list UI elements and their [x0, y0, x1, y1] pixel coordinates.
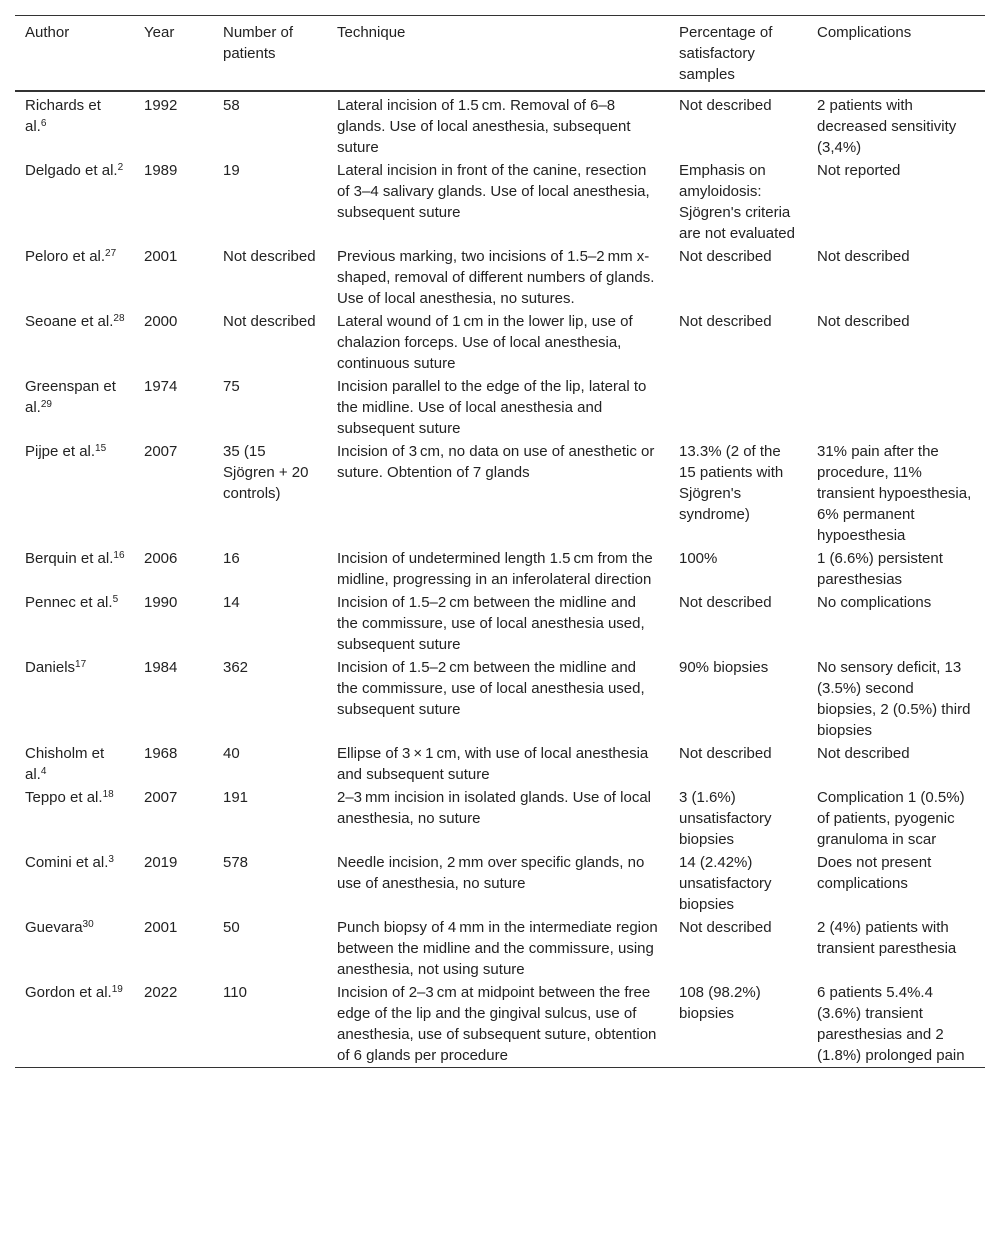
cell-complications: 6 patients 5.4%.4 (3.6%) transient paresthesias and 2 (1.8%) prolonged pain — [817, 984, 965, 1064]
biopsy-techniques-table — [15, 15, 985, 1068]
author-name: Berquin et al. — [25, 550, 114, 567]
cell-year: 2001 — [144, 919, 178, 936]
header-complications: Complications — [817, 24, 912, 41]
cell-technique: Lateral wound of 1 cm in the lower lip, use of chalazion forceps. Use of local anesthesia, continuous suture — [337, 313, 633, 372]
cell-patients: 16 — [223, 550, 240, 567]
cell-year: 2022 — [144, 984, 178, 1001]
reference-number: 3 — [108, 854, 114, 865]
author-name: Seoane et al. — [25, 313, 114, 330]
reference-number: 2 — [117, 162, 124, 173]
table-header — [15, 16, 985, 92]
cell-patients: 110 — [223, 984, 247, 1001]
author-name: Chisholm et al. — [25, 745, 105, 783]
cell-complications: 2 (4%) patients with transient paresthesia — [817, 919, 957, 957]
reference-number: 30 — [82, 919, 94, 930]
cell-patients: 191 — [223, 789, 249, 806]
cell-percentage: Not described — [679, 745, 772, 762]
cell-patients: 58 — [223, 97, 240, 114]
cell-author — [15, 656, 134, 742]
table-row — [15, 310, 985, 375]
cell-technique: Lateral incision in front of the canine, resection of 3–4 salivary glands. Use of local anesthesia, subsequent suture — [337, 162, 650, 221]
cell-author — [15, 742, 134, 786]
cell-patients: Not described — [223, 313, 316, 330]
cell-technique: Incision of 3 cm, no data on use of anesthetic or suture. Obtention of 7 glands — [337, 443, 655, 481]
cell-year: 2007 — [144, 443, 178, 460]
cell-percentage: 90% biopsies — [679, 659, 769, 676]
cell-technique: Incision of 2–3 cm at midpoint between the free edge of the lip and the gingival sulcus, use of anesthesia, use of subsequent suture, obtention of 6 glands per procedure — [337, 984, 657, 1064]
cell-year: 2019 — [144, 854, 178, 871]
cell-technique: Incision of 1.5–2 cm between the midline and the commissure, use of local anesthesia used, subsequent suture — [337, 659, 645, 718]
cell-complications: Not described — [817, 313, 910, 330]
cell-complications — [807, 375, 985, 440]
table-body — [15, 91, 985, 1068]
cell-percentage: 108 (98.2%) biopsies — [679, 984, 761, 1022]
author-name: Teppo et al. — [25, 789, 103, 806]
cell-year: 2001 — [144, 248, 178, 265]
header-row — [15, 16, 985, 92]
reference-number: 4 — [40, 766, 47, 777]
cell-year: 1974 — [144, 378, 178, 395]
cell-percentage: 13.3% (2 of the 15 patients with Sjögren's syndrome) — [679, 443, 784, 523]
author-name: Comini et al. — [25, 854, 109, 871]
header-technique: Technique — [337, 24, 406, 41]
cell-author — [15, 786, 134, 851]
cell-percentage: Not described — [679, 97, 772, 114]
author-name: Pijpe et al. — [25, 443, 96, 460]
table-row — [15, 656, 985, 742]
cell-technique: Punch biopsy of 4 mm in the intermediate region between the midline and the commissure, using anesthesia, not using suture — [337, 919, 658, 978]
cell-patients: Not described — [223, 248, 316, 265]
header-year: Year — [144, 24, 175, 41]
cell-percentage: Not described — [679, 248, 772, 265]
cell-author — [15, 310, 134, 375]
cell-author — [15, 547, 134, 591]
cell-author — [15, 851, 134, 916]
cell-technique: Needle incision, 2 mm over specific glands, no use of anesthesia, no suture — [337, 854, 645, 892]
table-row — [15, 981, 985, 1068]
table-row — [15, 547, 985, 591]
table-row — [15, 91, 985, 159]
cell-patients: 35 (15 Sjögren + 20 controls) — [223, 443, 309, 502]
cell-complications: Not reported — [817, 162, 901, 179]
reference-number: 19 — [111, 984, 123, 995]
cell-percentage: 100% — [679, 550, 718, 567]
cell-year: 2000 — [144, 313, 178, 330]
cell-year: 1968 — [144, 745, 178, 762]
author-name: Daniels — [25, 659, 76, 676]
cell-technique: Incision of undetermined length 1.5 cm from the midline, progressing in an inferolateral direction — [337, 550, 653, 588]
cell-technique: Previous marking, two incisions of 1.5–2 mm x-shaped, removal of different numbers of glands. Use of local anesthesia, no sutures. — [337, 248, 655, 307]
cell-percentage: Not described — [679, 919, 772, 936]
cell-patients: 578 — [223, 854, 249, 871]
cell-patients: 40 — [223, 745, 240, 762]
reference-number: 15 — [95, 443, 107, 454]
author-name: Guevara — [25, 919, 83, 936]
cell-complications: 2 patients with decreased sensitivity (3,4%) — [817, 97, 957, 156]
cell-technique: Ellipse of 3 × 1 cm, with use of local anesthesia and subsequent suture — [337, 745, 649, 783]
reference-number: 6 — [40, 118, 47, 129]
cell-year: 1984 — [144, 659, 178, 676]
cell-patients: 14 — [223, 594, 240, 611]
reference-number: 18 — [102, 789, 114, 800]
cell-complications: Complication 1 (0.5%) of patients, pyogenic granuloma in scar — [817, 789, 965, 848]
cell-author — [15, 981, 134, 1068]
table-row — [15, 591, 985, 656]
author-name: Delgado et al. — [25, 162, 118, 179]
cell-percentage: Emphasis on amyloidosis: Sjögren's criteria are not evaluated — [679, 162, 795, 242]
cell-technique: Lateral incision of 1.5 cm. Removal of 6–8 glands. Use of local anesthesia, subsequent suture — [337, 97, 631, 156]
cell-complications: Not described — [817, 248, 910, 265]
cell-year: 2006 — [144, 550, 178, 567]
table-row — [15, 742, 985, 786]
cell-year: 1990 — [144, 594, 178, 611]
header-author: Author — [25, 24, 70, 41]
cell-author — [15, 245, 134, 310]
reference-number: 29 — [40, 399, 52, 410]
cell-technique: Incision of 1.5–2 cm between the midline and the commissure, use of local anesthesia used, subsequent suture — [337, 594, 645, 653]
cell-percentage — [669, 375, 807, 440]
table-row — [15, 916, 985, 981]
cell-percentage: 3 (1.6%) unsatisfactory biopsies — [679, 789, 772, 848]
table-container — [15, 15, 985, 1068]
reference-number: 16 — [113, 550, 125, 561]
author-name: Greenspan et al. — [25, 378, 116, 416]
cell-year: 1992 — [144, 97, 178, 114]
cell-patients: 75 — [223, 378, 240, 395]
cell-complications: 31% pain after the procedure, 11% transient hypoesthesia, 6% permanent hypoesthesia — [817, 443, 972, 544]
cell-author — [15, 375, 134, 440]
cell-technique: Incision parallel to the edge of the lip, lateral to the midline. Use of local anesthesia and subsequent suture — [337, 378, 647, 437]
cell-percentage: 14 (2.42%) unsatisfactory biopsies — [679, 854, 772, 913]
cell-complications: Not described — [817, 745, 910, 762]
cell-author — [15, 916, 134, 981]
cell-year: 2007 — [144, 789, 178, 806]
cell-complications: No sensory deficit, 13 (3.5%) second biopsies, 2 (0.5%) third biopsies — [817, 659, 971, 739]
table-row — [15, 786, 985, 851]
reference-number: 27 — [105, 248, 117, 259]
table-row — [15, 159, 985, 245]
table-row — [15, 440, 985, 547]
author-name: Richards et al. — [25, 97, 101, 135]
cell-author — [15, 159, 134, 245]
cell-author — [15, 91, 134, 159]
cell-complications: No complications — [817, 594, 932, 611]
cell-year: 1989 — [144, 162, 178, 179]
cell-author — [15, 440, 134, 547]
cell-percentage: Not described — [679, 313, 772, 330]
reference-number: 17 — [75, 659, 87, 670]
table-row — [15, 375, 985, 440]
cell-patients: 19 — [223, 162, 240, 179]
cell-author — [15, 591, 134, 656]
author-name: Pennec et al. — [25, 594, 113, 611]
header-patients: Number of patients — [223, 24, 294, 62]
cell-technique: 2–3 mm incision in isolated glands. Use of local anesthesia, no suture — [337, 789, 651, 827]
author-name: Gordon et al. — [25, 984, 112, 1001]
cell-percentage: Not described — [679, 594, 772, 611]
reference-number: 28 — [113, 313, 125, 324]
header-percentage: Percentage of satisfactory samples — [679, 24, 773, 83]
cell-patients: 362 — [223, 659, 249, 676]
cell-complications: Does not present complications — [817, 854, 932, 892]
cell-complications: 1 (6.6%) persistent paresthesias — [817, 550, 943, 588]
table-row — [15, 245, 985, 310]
reference-number: 5 — [112, 594, 119, 605]
table-row — [15, 851, 985, 916]
cell-patients: 50 — [223, 919, 240, 936]
author-name: Peloro et al. — [25, 248, 106, 265]
